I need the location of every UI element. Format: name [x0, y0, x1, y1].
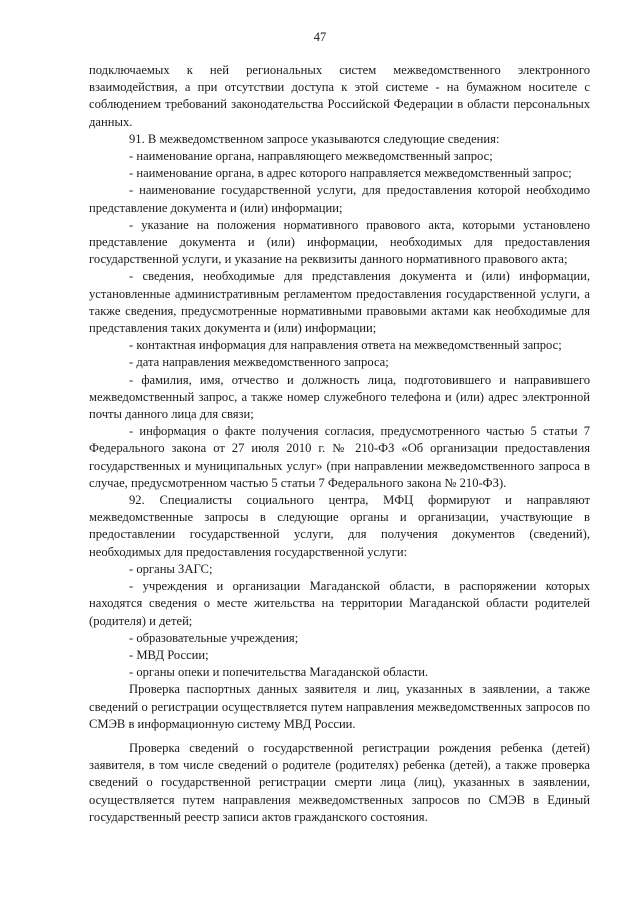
document-body — [89, 62, 590, 826]
list-item: - органы ЗАГС; — [129, 561, 213, 576]
list-item: - образовательные учреждения; — [129, 630, 299, 645]
list-item: - сведения, необходимые для представления документа и (или) информации, установленные административным регламентом предоставления государственной услуги, а также сведения, предусмотренные нормативными правовыми актами как необходимые для представления таких документа и (или) информации; — [89, 269, 590, 336]
list-item: - наименование органа, в адрес которого направляется межведомственный запрос; — [129, 166, 572, 181]
paragraph-continuation: подключаемых к ней региональных систем межведомственного электронного взаимодействия, а при отсутствии доступа к этой системе - на бумажном носителе с соблюдением требований законодательства Российской Федерации в области персональных данных. — [89, 63, 590, 129]
list-item: - фамилия, имя, отчество и должность лица, подготовившего и направившего межведомственный запрос, а также номер служебного телефона и (или) адрес электронной почты данного лица для связи; — [89, 372, 590, 422]
list-item: - наименование органа, направляющего межведомственный запрос; — [129, 149, 493, 164]
list-item: - информация о факте получения согласия, предусмотренного частью 5 статьи 7 Федерального закона от 27 июля 2010 г. № 210-ФЗ «Об организации предоставления государственных и муниципальных услуг» (при направлении межведомственного запроса в случае, предусмотренном частью 5 статьи 7 Федерального закона № 210-ФЗ). — [89, 424, 590, 490]
list-item: - наименование государственной услуги, для предоставления которой необходимо представление документа и (или) информации; — [89, 183, 590, 215]
paragraph-91: 91. В межведомственном запросе указываются следующие сведения: — [129, 131, 500, 146]
paragraph-passport-check: Проверка паспортных данных заявителя и лиц, указанных в заявлении, а также сведений о регистрации осуществляется путем направления межведомственных запросов по СМЭВ в информационную систему МВД России. — [89, 682, 590, 731]
list-item: - учреждения и организации Магаданской области, в распоряжении которых находятся сведения о месте жительства на территории Магаданской области родителей (родителя) и детей; — [89, 579, 590, 628]
page-number: 47 — [313, 30, 327, 44]
paragraph-92: 92. Специалисты социального центра, МФЦ формируют и направляют межведомственные запросы в следующие органы и организации, участвующие в предоставлении государственной услуги, для получения документов (сведений), необходимых для предоставления государственной услуги: — [89, 493, 590, 559]
list-item: - контактная информация для направления ответа на межведомственный запрос; — [129, 338, 562, 353]
list-item: - дата направления межведомственного запроса; — [129, 355, 389, 370]
list-item: - органы опеки и попечительства Магаданской области. — [129, 665, 429, 680]
paragraph-registry-check: Проверка сведений о государственной регистрации рождения ребенка (детей) заявителя, в том числе сведений о родителе (родителях) ребенка (детей), а также проверка сведений о государственной регистрации смерти лица (лиц), указанных в заявлении, осуществляется путем направления межведомственных запросов по СМЭВ в Единый государственный реестр записи актов гражданского состояния. — [89, 740, 590, 824]
list-item: - указание на положения нормативного правового акта, которыми установлено представление документа и (или) информации, необходимых для предоставления государственной услуги, и указание на реквизиты данного нормативного правового акта; — [89, 217, 590, 267]
list-item: - МВД России; — [129, 647, 209, 662]
